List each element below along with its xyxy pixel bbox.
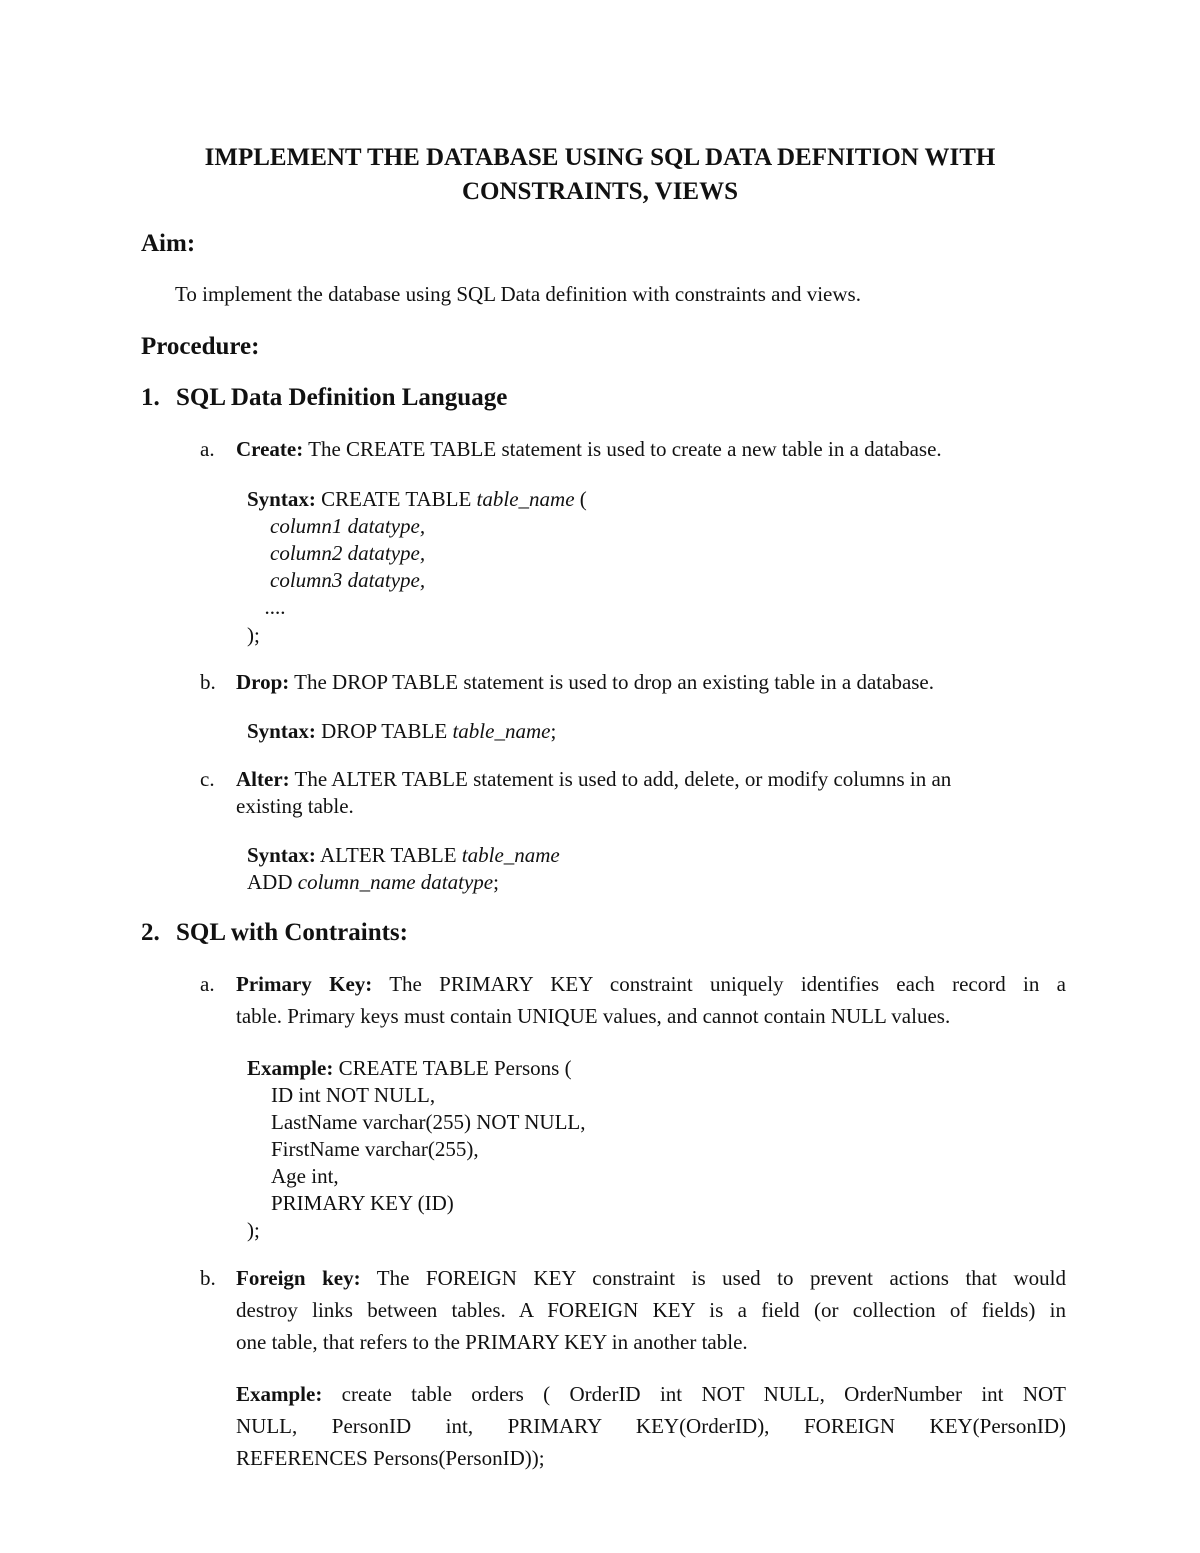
foreign-key-example-line-3: REFERENCES Persons(PersonID));: [236, 1446, 545, 1470]
alter-syntax-table: table_name: [461, 843, 560, 867]
create-syntax: [247, 486, 587, 513]
foreign-key-label: Foreign key:: [236, 1266, 361, 1290]
primary-key-example-line-5: PRIMARY KEY (ID): [271, 1191, 454, 1215]
alter-syntax-label: Syntax:: [247, 843, 316, 867]
foreign-key-example-text-1: create table orders ( OrderID int NOT NULL, OrderNumber int NOT: [322, 1382, 1066, 1406]
primary-key-example: [247, 1055, 572, 1082]
create-ellipsis: ....: [265, 595, 286, 619]
aim-heading: Aim:: [141, 230, 196, 257]
alter-label: Alter:: [236, 767, 290, 791]
create-description: [236, 436, 942, 463]
primary-key-example-close: );: [247, 1218, 260, 1242]
create-col-1: column1 datatype,: [270, 514, 426, 538]
foreign-key-example-line-2: NULL, PersonID int, PRIMARY KEY(OrderID), FOREIGN KEY(PersonID): [236, 1414, 1066, 1438]
foreign-key-example-line-1: [236, 1381, 1066, 1408]
drop-syntax-end: ;: [550, 719, 557, 743]
procedure-heading: Procedure:: [141, 333, 260, 360]
create-syntax-label: Syntax:: [247, 487, 316, 511]
primary-key-marker: a.: [200, 972, 215, 996]
alter-add-end: ;: [493, 870, 499, 894]
create-marker: a.: [200, 437, 215, 461]
create-desc: The CREATE TABLE statement is used to create a new table in a database.: [303, 437, 942, 461]
primary-key-description-line-1: [236, 971, 1066, 998]
primary-key-label: Primary Key:: [236, 972, 373, 996]
primary-key-example-label: Example:: [247, 1056, 334, 1080]
foreign-key-example-label: Example:: [236, 1382, 323, 1406]
drop-syntax-label: Syntax:: [247, 719, 316, 743]
create-label: Create:: [236, 437, 304, 461]
section-2-heading: SQL with Contraints:: [176, 919, 408, 946]
foreign-key-description-line-2: destroy links between tables. A FOREIGN KEY is a field (or collection of fields) in: [236, 1298, 1066, 1322]
alter-description-line-2: existing table.: [236, 794, 354, 818]
aim-text: To implement the database using SQL Data definition with constraints and views.: [175, 282, 861, 306]
create-close: );: [247, 623, 260, 647]
foreign-key-description-line-3: one table, that refers to the PRIMARY KEY in another table.: [236, 1330, 748, 1354]
section-1-number: 1.: [141, 384, 160, 411]
primary-key-example-line-4: Age int,: [271, 1164, 339, 1188]
drop-description: [236, 669, 934, 696]
alter-syntax-text: ALTER TABLE: [315, 843, 462, 867]
primary-key-example-line-3: FirstName varchar(255),: [271, 1137, 479, 1161]
create-col-2: column2 datatype,: [270, 541, 426, 565]
primary-key-example-line-2: LastName varchar(255) NOT NULL,: [271, 1110, 586, 1134]
create-syntax-text: CREATE TABLE: [315, 487, 477, 511]
foreign-key-desc-1: The FOREIGN KEY constraint is used to prevent actions that would: [360, 1266, 1066, 1290]
alter-syntax: [247, 842, 560, 869]
primary-key-example-line-1: ID int NOT NULL,: [271, 1083, 436, 1107]
create-syntax-table: table_name: [476, 487, 575, 511]
drop-marker: b.: [200, 670, 216, 694]
drop-syntax-table: table_name: [452, 719, 551, 743]
create-syntax-open: (: [574, 487, 587, 511]
alter-description-line-1: [236, 766, 951, 793]
primary-key-description-line-2: table. Primary keys must contain UNIQUE values, and cannot contain NULL values.: [236, 1004, 951, 1028]
alter-desc-1: The ALTER TABLE statement is used to add, delete, or modify columns in an: [289, 767, 952, 791]
drop-syntax: [247, 718, 556, 745]
alter-add-keyword: ADD: [247, 870, 298, 894]
foreign-key-description-line-1: [236, 1265, 1066, 1292]
title-line-2: CONSTRAINTS, VIEWS: [461, 178, 738, 205]
drop-desc: The DROP TABLE statement is used to drop an existing table in a database.: [289, 670, 935, 694]
section-2-number: 2.: [141, 919, 160, 946]
drop-label: Drop:: [236, 670, 290, 694]
primary-key-example-text: CREATE TABLE Persons (: [333, 1056, 572, 1080]
foreign-key-marker: b.: [200, 1266, 216, 1290]
create-col-3: column3 datatype,: [270, 568, 426, 592]
alter-add-column: column_name datatype: [297, 870, 494, 894]
title-line-1: IMPLEMENT THE DATABASE USING SQL DATA DEFNITION WITH: [204, 144, 996, 171]
primary-key-desc-1: The PRIMARY KEY constraint uniquely identifies each record in a: [372, 972, 1066, 996]
alter-add-line: [247, 869, 499, 896]
alter-marker: c.: [200, 767, 215, 791]
drop-syntax-text: DROP TABLE: [315, 719, 453, 743]
section-1-heading: SQL Data Definition Language: [176, 384, 508, 411]
